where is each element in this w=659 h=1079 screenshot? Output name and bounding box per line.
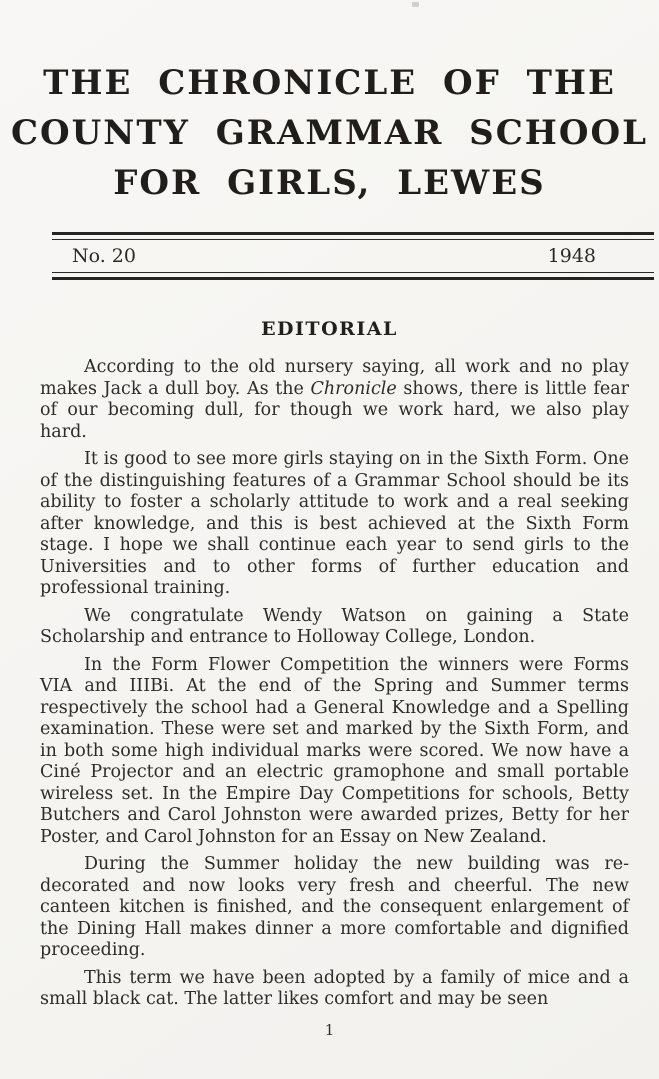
text-run: This term we have been adopted by a family of mice and a small black cat. The latter likes comfort and may be seen xyxy=(40,967,629,1009)
issue-year: 1948 xyxy=(547,245,596,267)
italic-text-run: Chronicle xyxy=(310,378,397,399)
rule-thin xyxy=(52,272,654,273)
text-run: It is good to see more girls staying on in the Sixth Form. One of the distinguishing features of a Grammar School should be its ability to foster a scholarly attitude to work and a real seeking after knowledge, and this is best achieved at the Sixth Form stage. I hope we shall continue each year to send girls to the Universities and to other forms of further education and professional training. xyxy=(40,449,629,598)
paragraph xyxy=(40,655,629,849)
text-run: shows, there is little fear of our becoming dull, for though we work hard, we also play hard. xyxy=(40,378,629,442)
text-run: We congratulate Wendy Watson on gaining a State Scholarship and entrance to Holloway College, London. xyxy=(40,605,629,647)
paragraph xyxy=(40,854,629,962)
issue-number: No. 20 xyxy=(72,245,136,267)
text-run: In the Form Flower Competition the winners were Forms VIA and IIIBi. At the end of the Spring and Summer terms respectively the school had a General Knowledge and a Spelling examination. These were set and marked by the Sixth Form, and in both some high individual marks were scored. We now have a Ciné Projector and an electric gramophone and small portable wireless set. In the Empire Day Competitions for schools, Betty Butchers and Carol Johnston were awarded prizes, Betty for her Poster, and Carol Johnston for an Essay on New Zealand. xyxy=(40,654,629,847)
double-rule-bottom xyxy=(52,272,654,280)
text-run: According to the old nursery saying, all work and no play makes Jack a dull boy. As the xyxy=(40,357,629,399)
scan-artifact xyxy=(412,2,419,7)
double-rule-top xyxy=(52,232,654,240)
masthead-title-line-1: THE CHRONICLE OF THE xyxy=(43,63,616,103)
paragraph xyxy=(40,606,629,649)
masthead-title-line-2: COUNTY GRAMMAR SCHOOL xyxy=(10,113,649,153)
rule-thick xyxy=(52,232,654,235)
section-heading: EDITORIAL xyxy=(261,318,398,340)
paragraph xyxy=(40,449,629,600)
page-number: 1 xyxy=(324,1020,335,1039)
paragraph xyxy=(40,357,629,443)
masthead-title-line-3: FOR GIRLS, LEWES xyxy=(113,163,546,203)
rule-thick xyxy=(52,277,654,280)
editorial-body xyxy=(40,357,629,1011)
masthead-title xyxy=(0,58,659,208)
issue-row xyxy=(52,240,654,272)
paragraph xyxy=(40,968,629,1011)
text-run: During the Summer holiday the new building was re-decorated and now looks very fresh and cheerful. The new canteen kitchen is finished, and the consequent enlargement of the Dining Hall makes dinner a more comfortable and dignified proceeding. xyxy=(40,854,629,960)
